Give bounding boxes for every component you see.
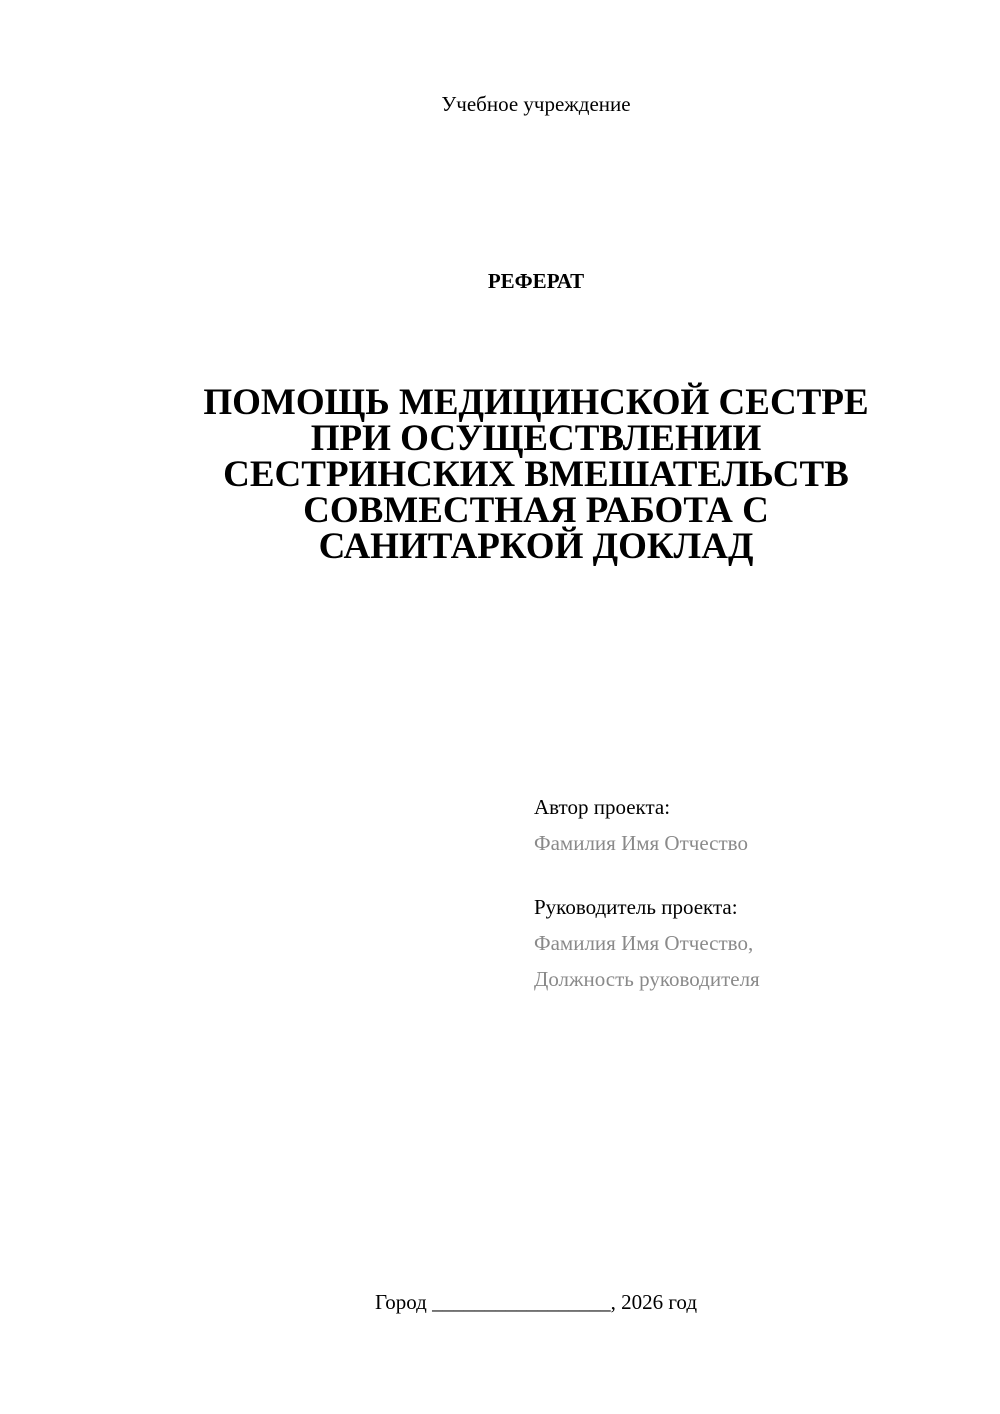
author-label: Автор проекта:: [534, 795, 671, 819]
author-name: Фамилия Имя Отчество: [534, 831, 748, 855]
document-type: РЕФЕРАТ: [487, 269, 585, 293]
supervisor-name: Фамилия Имя Отчество,: [534, 931, 754, 955]
institution-name: Учебное учреждение: [441, 92, 631, 116]
document-title: [150, 382, 922, 567]
title-line: СОВМЕСТНАЯ РАБОТА С: [303, 490, 769, 531]
credits-spacer: [534, 861, 974, 889]
title-line: ПРИ ОСУЩЕСТВЛЕНИИ: [310, 418, 762, 459]
supervisor-label: Руководитель проекта:: [534, 895, 738, 919]
title-line: ПОМОЩЬ МЕДИЦИНСКОЙ СЕСТРЕ: [203, 382, 869, 423]
title-line: СЕСТРИНСКИХ ВМЕШАТЕЛЬСТВ: [223, 454, 849, 495]
city-year-line: Город _________________, 2026 год: [374, 1290, 698, 1314]
supervisor-position: Должность руководителя: [534, 967, 760, 991]
credits-block: [534, 789, 974, 997]
title-line: САНИТАРКОЙ ДОКЛАД: [318, 526, 754, 567]
